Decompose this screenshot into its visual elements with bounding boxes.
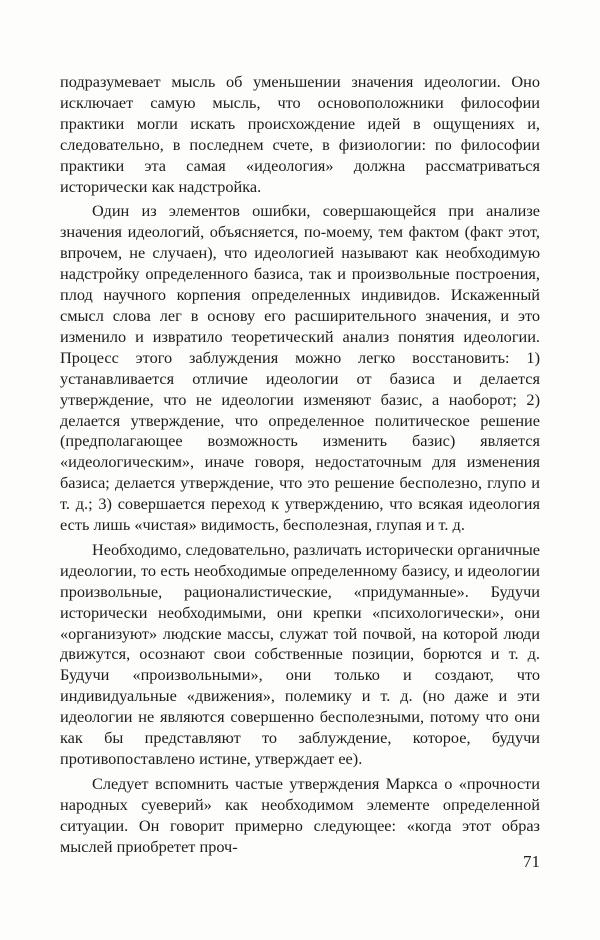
page-number: 71 [523, 852, 540, 871]
paragraph-marx-quote: Следует вспомнить частые утверждения Маркса о «прочности народных суеверий» как необходимом элементе определенной ситуации. Он говорит примерно следующее: «когда этот образ мыслей приобретет проч- [60, 773, 540, 856]
body-text [60, 72, 540, 858]
paragraph-error-analysis: Один из элементов ошибки, совершающейся при анализе значения идеологий, объясняется, по-моему, тем фактом (факт этот, впрочем, не случаен), что идеологией называют как необходимую надстройку определенного базиса, так и произвольные построения, плод научного корпения определенных индивидов. Искаженный смысл слова лег в основу его расширительного значения, и это изменило и извратило теоретический анализ понятия идеологии. Процесс этого заблуждения можно легко восстановить: 1) устанавливается отличие идеологии от базиса и делается утверждение, что не идеологии изменяют базис, а наоборот; 2) делается утверждение, что определенное политическое решение (предполагающее возможность изменить базис) является «идеологическим», иначе говоря, недостаточным для изменения базиса; делается утверждение, что это решение бесполезно, глупо и т. д.; 3) совершается переход к утверждению, что всякая идеология есть лишь «чистая» видимость, бесполезная, глупая и т. д. [60, 201, 540, 535]
paragraph-continuation: подразумевает мысль об уменьшении значения идеологии. Оно исключает самую мысль, что основоположники философии практики могли искать происхождение идей в ощущениях и, следовательно, в последнем счете, в физиологии: по философии практики эта самая «идеология» должна рассматриваться исторически как надстройка. [60, 72, 540, 196]
paragraph-historical-ideologies: Необходимо, следовательно, различать исторически органичные идеологии, то есть необходимые определенному базису, и идеологии произвольные, рационалистические, «придуманные». Будучи исторически необходимыми, они крепки «психологически», они «организуют» людские массы, служат той почвой, на которой люди движутся, осознают свои собственные позиции, борются и т. д. Будучи «произвольными», они только и создают, что индивидуальные «движения», полемику и т. д. (но даже и эти идеологии не являются совершенно бесполезными, потому что они как бы представляют то заблуждение, которое, будучи противопоставлено истине, утверждает ее). [60, 539, 541, 768]
